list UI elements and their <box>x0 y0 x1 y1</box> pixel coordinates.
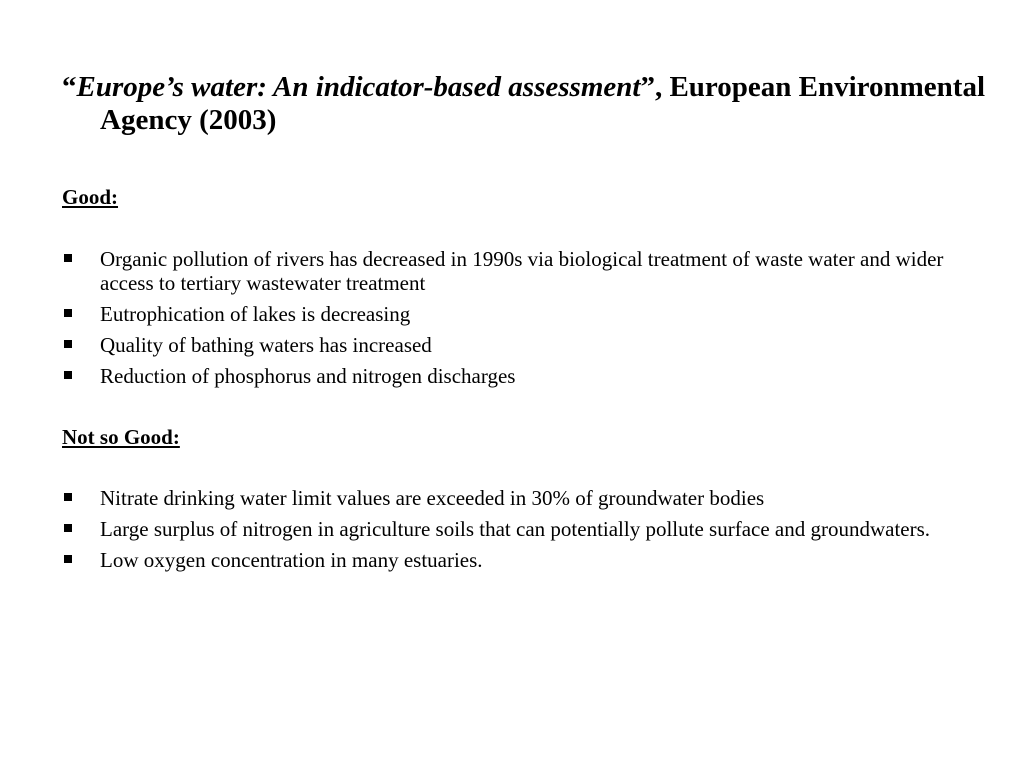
square-bullet-icon <box>64 493 72 501</box>
square-bullet-icon <box>64 254 72 262</box>
list-item-text: Reduction of phosphorus and nitrogen discharges <box>100 364 516 388</box>
title-publisher: ”, European Environmental Agency (2003) <box>100 71 986 136</box>
list-item <box>62 247 982 295</box>
title-open-quote: “ <box>62 71 77 103</box>
list-item <box>62 517 982 541</box>
slide-title <box>62 71 1020 137</box>
list-item-text: Nitrate drinking water limit values are exceeded in 30% of groundwater bodies <box>100 486 765 510</box>
square-bullet-icon <box>64 340 72 348</box>
list-item-text: Low oxygen concentration in many estuaries. <box>100 548 483 572</box>
list-item-text: Eutrophication of lakes is decreasing <box>100 302 411 326</box>
title-publication-name: Europe’s water: An indicator-based assessment <box>76 71 641 103</box>
square-bullet-icon <box>64 555 72 563</box>
not-so-good-list <box>62 486 982 579</box>
list-item-text: Organic pollution of rivers has decreased in 1990s via biological treatment of waste water and wider access to tertiary wastewater treatment <box>100 247 944 295</box>
list-item-text: Quality of bathing waters has increased <box>100 333 432 357</box>
square-bullet-icon <box>64 371 72 379</box>
square-bullet-icon <box>64 524 72 532</box>
list-item <box>62 333 982 357</box>
list-item <box>62 486 982 510</box>
list-item <box>62 548 982 572</box>
square-bullet-icon <box>64 309 72 317</box>
not-so-good-heading: Not so Good: <box>62 425 180 449</box>
good-heading: Good: <box>62 185 119 209</box>
good-list <box>62 247 982 395</box>
list-item-text: Large surplus of nitrogen in agriculture soils that can potentially pollute surface and groundwaters. <box>100 517 931 541</box>
list-item <box>62 364 982 388</box>
list-item <box>62 302 982 326</box>
